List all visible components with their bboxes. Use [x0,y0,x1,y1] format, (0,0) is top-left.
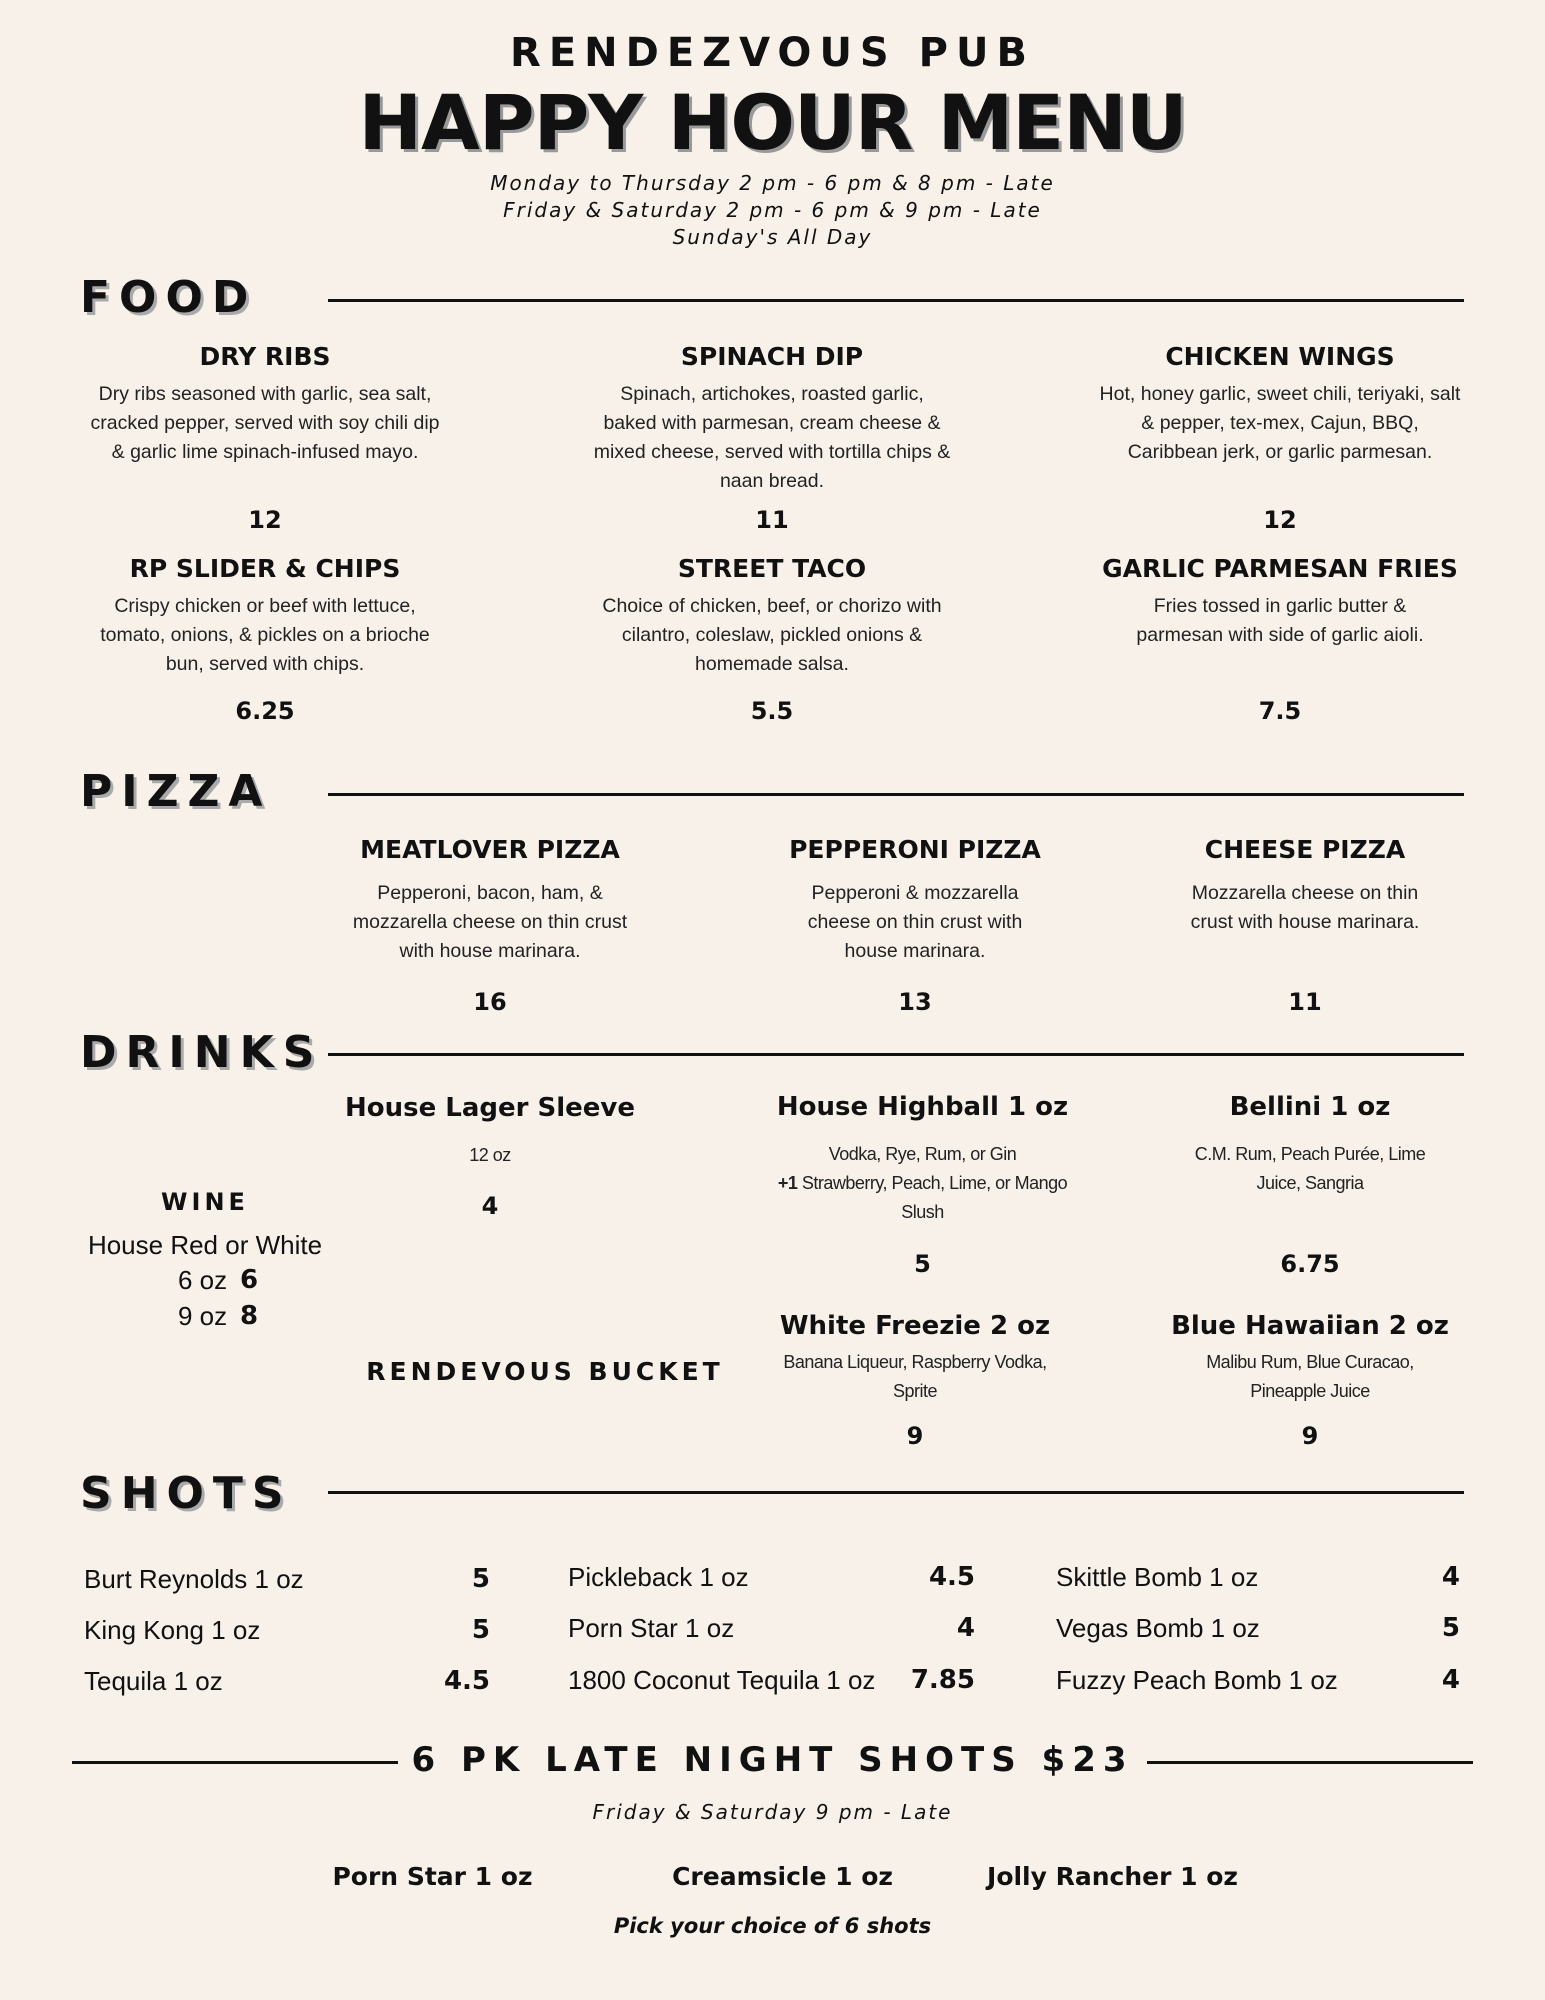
item-description: Spinach, artichokes, roasted garlic, baked with parmesan, cream cheese & mixed cheese, served with tortilla chips & naan bread. [593,383,951,492]
shot-price: 4 [956,1613,975,1643]
late-night-hours: Friday & Saturday 9 pm - Late [592,1800,953,1824]
item-price: 13 [898,988,932,1016]
hours-weekday: Monday to Thursday 2 pm - 6 pm & 8 pm - Late [490,171,1055,195]
shot-name: Tequila 1 oz [84,1666,223,1696]
section-shots-heading: SHOTS [80,1468,293,1519]
late-night-shot: Creamsicle 1 oz [672,1862,893,1891]
drink-price: 9 [906,1422,924,1450]
item-price: 5.5 [750,697,794,725]
item-name: CHICKEN WINGS [1165,342,1395,371]
drink-price: 6.75 [1280,1250,1340,1278]
item-description: Hot, honey garlic, sweet chili, teriyaki, salt & pepper, tex-mex, Cajun, BBQ, Caribbean jerk, or garlic parmesan. [1099,383,1461,463]
item-price: 11 [1288,988,1322,1016]
drink-description: C.M. Rum, Peach Purée, Lime Juice, Sangria [1194,1144,1426,1193]
shot-name: Pickleback 1 oz [568,1562,749,1592]
late-night-shot: Jolly Rancher 1 oz [987,1862,1238,1891]
bucket-title: RENDEVOUS BUCKET [366,1357,724,1386]
item-description: Pepperoni & mozzarella cheese on thin crust with house marinara. [807,882,1023,962]
wine-price: 6 [240,1265,259,1295]
menu-title: HAPPY HOUR MENU [358,78,1187,167]
section-divider [328,1491,1464,1494]
hours-weekend: Friday & Saturday 2 pm - 6 pm & 9 pm - Late [503,198,1042,222]
section-pizza-heading: PIZZA [80,766,272,817]
drink-name: Bellini 1 oz [1229,1092,1391,1122]
highball-spirits: Vodka, Rye, Rum, or Gin [828,1144,1017,1164]
item-name: CHEESE PIZZA [1204,835,1406,864]
item-name: GARLIC PARMESAN FRIES [1102,554,1458,583]
shot-name: 1800 Coconut Tequila 1 oz [568,1665,876,1695]
drink-name: House Lager Sleeve [344,1093,635,1123]
item-price: 12 [1263,506,1297,534]
shot-price: 5 [471,1564,490,1594]
drink-description: 12 oz [469,1145,511,1165]
shot-price: 5 [1441,1613,1460,1643]
item-price: 6.25 [235,697,295,725]
item-description: Fries tossed in garlic butter & parmesan with side of garlic aioli. [1136,595,1424,646]
wine-description: House Red or White [87,1230,323,1260]
shot-price: 4 [1441,1665,1460,1695]
shot-name: King Kong 1 oz [84,1615,261,1645]
drink-description: Malibu Rum, Blue Curacao, Pineapple Juice [1206,1352,1414,1401]
section-divider [328,1053,1464,1056]
item-price: 12 [248,506,282,534]
shot-price: 7.85 [910,1665,975,1695]
shot-name: Fuzzy Peach Bomb 1 oz [1056,1665,1338,1695]
hours-sunday: Sunday's All Day [672,225,873,249]
wine-price: 8 [240,1301,259,1331]
item-name: DRY RIBS [199,342,331,371]
drink-price: 9 [1301,1422,1319,1450]
shot-price: 5 [471,1615,490,1645]
wine-size: 9 oz [178,1301,228,1331]
item-name: RP SLIDER & CHIPS [129,554,401,583]
drink-name: White Freezie 2 oz [779,1311,1051,1341]
item-name: STREET TACO [677,554,867,583]
item-name: PEPPERONI PIZZA [789,835,1041,864]
item-price: 11 [755,506,789,534]
wine-title: WINE [161,1188,249,1216]
hours-block [0,170,1545,251]
upcharge: +1 [777,1173,798,1193]
late-night-note: Pick your choice of 6 shots [613,1914,932,1938]
shot-name: Porn Star 1 oz [568,1613,735,1643]
section-divider [328,793,1464,796]
slush-options: Strawberry, Peach, Lime, or Mango Slush [801,1173,1068,1222]
late-night-shot: Porn Star 1 oz [332,1862,533,1891]
drink-name: Blue Hawaiian 2 oz [1171,1311,1449,1341]
item-name: SPINACH DIP [680,342,864,371]
shot-name: Vegas Bomb 1 oz [1056,1613,1260,1643]
section-divider [328,299,1464,302]
highball-slush [775,1169,1070,1227]
drink-description [775,1140,1070,1227]
item-description: Pepperoni, bacon, ham, & mozzarella cheese on thin crust with house marinara. [352,882,628,962]
section-drinks-heading: DRINKS [80,1027,324,1078]
item-name: MEATLOVER PIZZA [360,835,620,864]
late-night-title: 6 PK LATE NIGHT SHOTS $23 [411,1740,1134,1780]
item-description: Choice of chicken, beef, or chorizo with cilantro, coleslaw, pickled onions & homemade salsa. [602,595,942,675]
drink-description: Banana Liqueur, Raspberry Vodka, Sprite [783,1352,1047,1401]
shot-price: 4.5 [928,1562,975,1592]
pub-name: RENDEZVOUS PUB [510,30,1035,76]
shot-price: 4 [1441,1562,1460,1592]
item-price: 7.5 [1258,697,1302,725]
item-description: Dry ribs seasoned with garlic, sea salt, cracked pepper, served with soy chili dip & garlic lime spinach-infused mayo. [90,383,440,463]
shot-price: 4.5 [443,1666,490,1696]
item-price: 16 [473,988,507,1016]
item-description: Crispy chicken or beef with lettuce, tomato, onions, & pickles on a brioche bun, served with chips. [100,595,430,675]
shot-name: Burt Reynolds 1 oz [84,1564,304,1594]
drink-name: House Highball 1 oz [776,1092,1069,1122]
shot-name: Skittle Bomb 1 oz [1056,1562,1259,1592]
wine-size: 6 oz [178,1265,228,1295]
drink-price: 4 [481,1192,499,1220]
drink-price: 5 [914,1250,931,1278]
item-description: Mozzarella cheese on thin crust with house marinara. [1190,882,1420,933]
section-food-heading: FOOD [80,272,258,323]
